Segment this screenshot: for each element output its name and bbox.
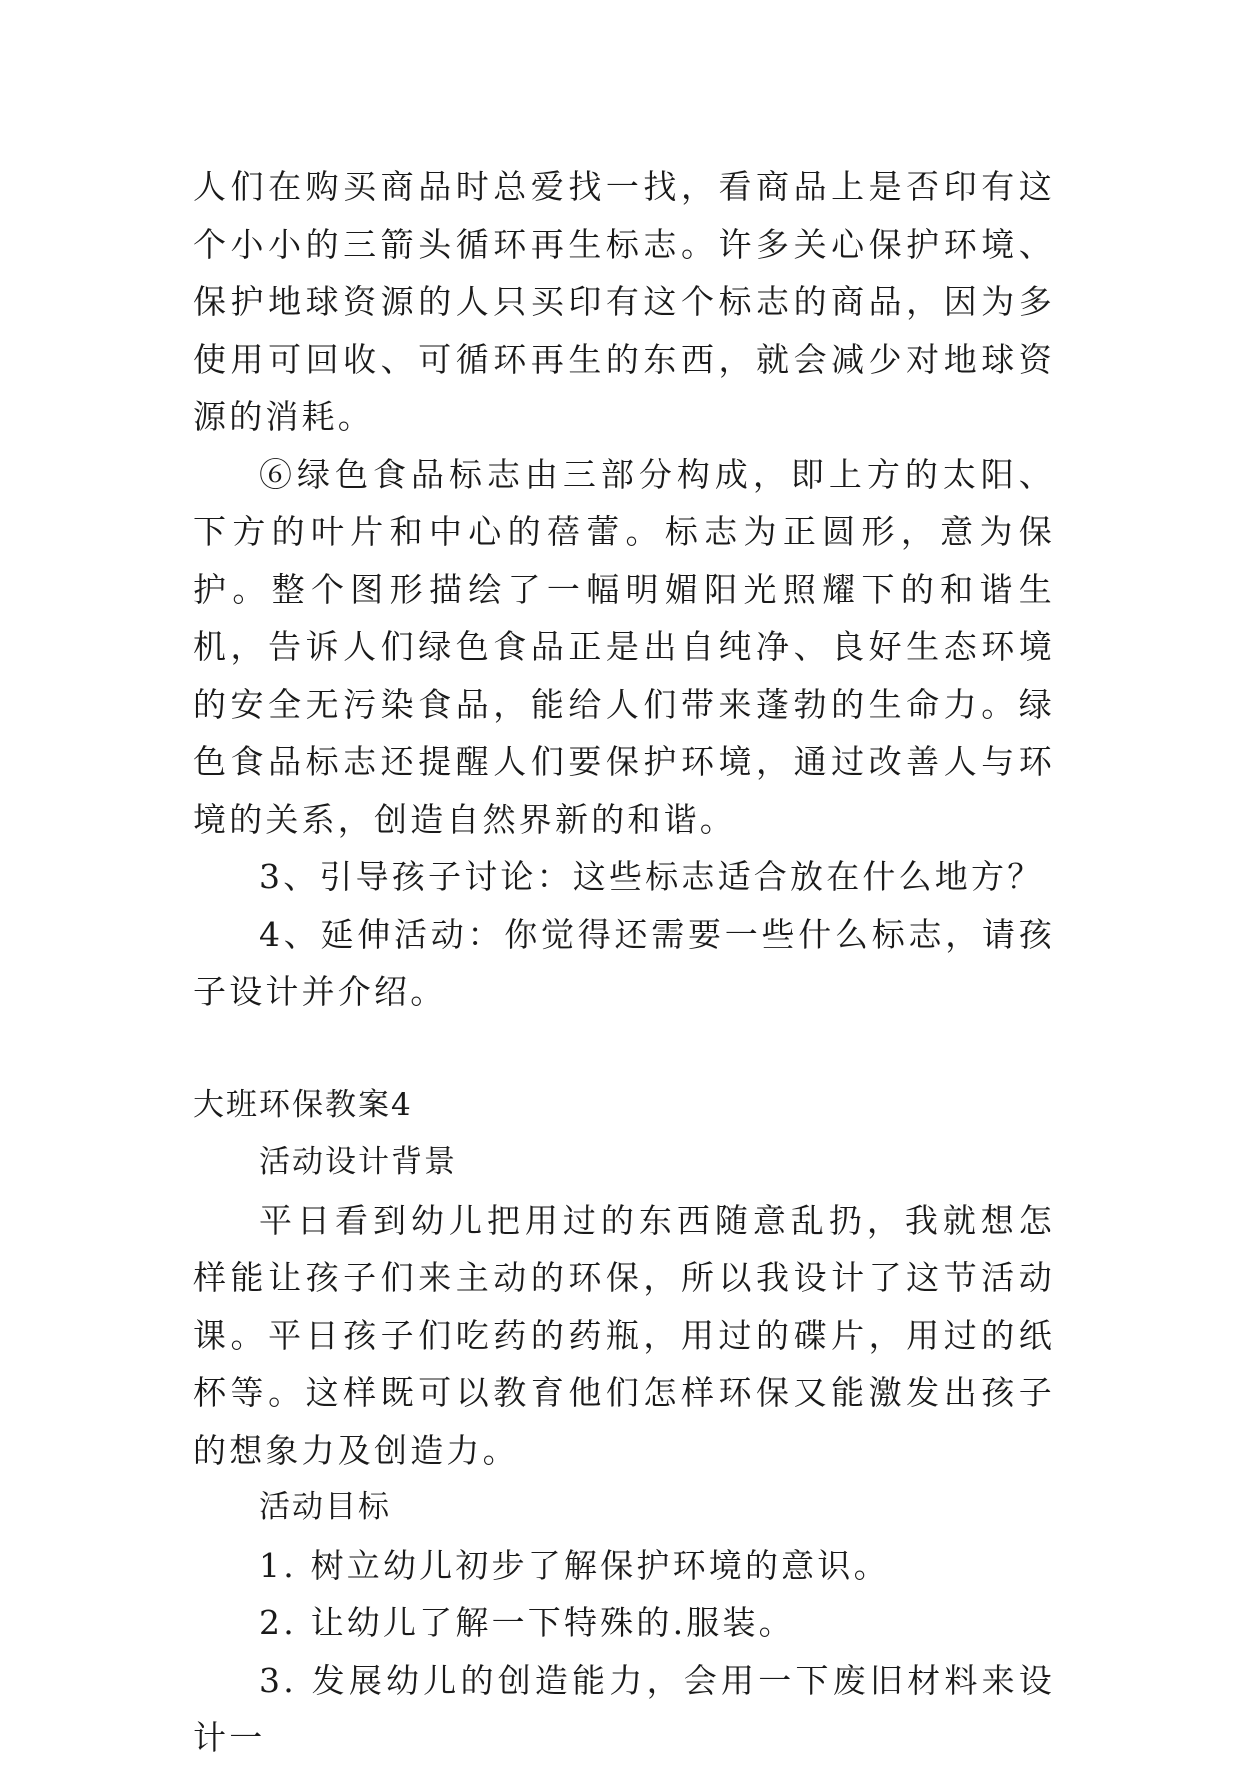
goal-item-3: 3. 发展幼儿的创造能力，会用一下废旧材料来设计一 [193,1660,1055,1757]
paragraph-green-food-symbol: ⑥绿色食品标志由三部分构成，即上方的太阳、下方的叶片和中心的蓓蕾。标志为正圆形，意为保护。整个图形描绘了一幅明媚阳光照耀下的和谐生机，告诉人们绿色食品正是出自纯净、良好生态环境的安全无污染食品，能给人们带来蓬勃的生命力。绿色食品标志还提醒人们要保护环境，通过改善人与环境的关系，创造自然界新的和谐。 [193,454,1055,839]
goal-item-2: 2. 让幼儿了解一下特殊的.服装。 [259,1603,795,1642]
paragraph-extension-step: 4、延伸活动：你觉得还需要一些什么标志，请孩子设计并介绍。 [193,914,1055,1011]
background-heading: 活动设计背景 [259,1144,457,1180]
paragraph-discussion-step: 3、引导孩子讨论：这些标志适合放在什么地方？ [259,857,1044,896]
goal-item-1: 1. 树立幼儿初步了解保护环境的意识。 [259,1545,890,1585]
paragraph-recycle-symbol: 人们在购买商品时总爱找一找，看商品上是否印有这个小小的三箭头循环再生标志。许多关心保护环境、保护地球资源的人只买印有这个标志的商品，因为多使用可回收、可循环再生的东西，就会减少对地球资源的消耗。 [193,167,1055,436]
background-paragraph: 平日看到幼儿把用过的东西随意乱扔，我就想怎样能让孩子们来主动的环保，所以我设计了这节活动课。平日孩子们吃药的药瓶，用过的碟片，用过的纸杯等。这样既可以教育他们怎样环保又能激发出孩子的想象力及创造力。 [193,1200,1055,1470]
goals-heading: 活动目标 [259,1489,391,1525]
section-title: 大班环保教案4 [193,1086,413,1123]
document-page [193,158,1055,1767]
section-gap [193,1021,1055,1077]
